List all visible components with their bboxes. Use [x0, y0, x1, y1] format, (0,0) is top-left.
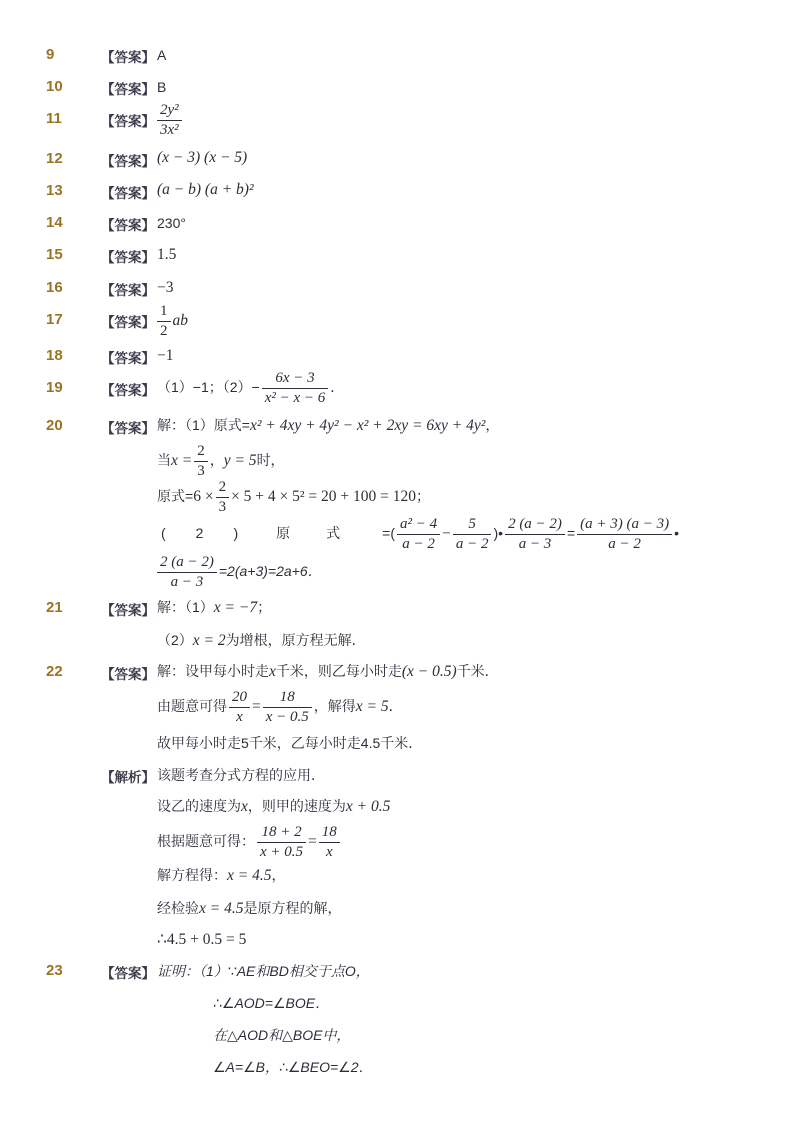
question-number: 10	[46, 78, 63, 95]
analysis-line: 根据题意可得： $\frac{18 + 2}{x + 0.5}$ = $\frac{18}{x}$	[157, 823, 342, 862]
proof-line: ∴∠AOD=∠BOE．	[213, 995, 330, 1011]
answer-tag: 【答案】	[101, 421, 155, 436]
answer-math: (a − b) (a + b)²	[157, 181, 254, 198]
answer-fraction: $\frac{\text{2y²}}{\text{3x²}}$	[155, 101, 184, 140]
solution-line: 解：（1）x = −7；	[157, 599, 272, 616]
solution-line: $\frac{2 (a - 2)}{a - 3}$ =2(a+3)=2a+6．	[155, 553, 322, 592]
proof-line: 证明：（1）∵AE和BD相交于点O，	[157, 963, 370, 979]
answer-tag: 【答案】	[101, 966, 155, 981]
proof-line: 在△AOD和△BOE中，	[213, 1027, 351, 1043]
question-number: 9	[46, 46, 55, 63]
answer-tag: 【答案】	[101, 603, 155, 618]
analysis-line: 解方程得：x = 4.5，	[157, 867, 286, 884]
solution-line: 原式=6 × $\frac{2}{3}$ × 5 + 4 × 5² = 20 + 100 = 120；	[157, 479, 431, 515]
solution-line: 解：设甲每小时走x千米，则乙每小时走(x − 0.5)千米．	[157, 663, 499, 680]
answer-tag: 【答案】	[101, 114, 155, 129]
question-number: 22	[46, 663, 63, 680]
answer-tag: 【答案】	[101, 154, 155, 169]
question-number: 23	[46, 962, 63, 979]
answer-math: −3	[157, 279, 174, 296]
answer-tag: 【答案】	[101, 218, 155, 233]
question-number: 20	[46, 417, 63, 434]
proof-line: ∠A=∠B，∴∠BEO=∠2．	[213, 1059, 373, 1075]
solution-line: 解：（1）原式=x² + 4xy + 4y² − x² + 2xy = 6xy + 4y²，	[157, 417, 500, 434]
solution-line: ( 2 ) 原 式 =( $\frac{\text{a² − 4}}{a - 2}$ − $\frac{5}{a - 2}$ )• $\frac{2 (a - 2)}{a - 3}$ = $\frac{(a + 3) (a - 3)}{a - 2}$ •	[161, 516, 680, 552]
answer-tag: 【答案】	[101, 667, 155, 682]
answer-tag: 【答案】	[101, 351, 155, 366]
analysis-line: ∴4.5 + 0.5 = 5	[157, 931, 247, 948]
answer-text: B	[157, 79, 167, 95]
question-number: 19	[46, 379, 63, 396]
question-number: 15	[46, 246, 63, 263]
answer-text: 230°	[157, 215, 186, 231]
analysis-line: 经检验x = 4.5是原方程的解，	[157, 900, 342, 917]
answer-fraction: $\frac{1}{2}$ ab	[155, 302, 188, 341]
solution-line: （2）x = 2为增根，原方程无解．	[157, 632, 366, 649]
answer-tag: 【答案】	[101, 283, 155, 298]
answer-tag: 【答案】	[101, 82, 155, 97]
answer-math: (x − 3) (x − 5)	[157, 149, 248, 166]
solution-line: 由题意可得 $\frac{20}{x}$ = $\frac{18}{x - 0.5}$ ，解得x = 5．	[157, 689, 403, 725]
question-number: 11	[46, 110, 62, 127]
analysis-tag: 【解析】	[101, 770, 155, 785]
question-number: 16	[46, 279, 63, 296]
answer-tag: 【答案】	[101, 186, 155, 201]
answer-math: 1.5	[157, 246, 177, 263]
question-number: 17	[46, 311, 63, 328]
question-number: 21	[46, 599, 63, 616]
analysis-line: 设乙的速度为x，则甲的速度为x + 0.5	[157, 798, 391, 815]
question-number: 12	[46, 150, 63, 167]
answer-text: A	[157, 47, 167, 63]
answer-tag: 【答案】	[101, 315, 155, 330]
answer-tag: 【答案】	[101, 50, 155, 65]
answer-tag: 【答案】	[101, 250, 155, 265]
solution-line: 当x = $\frac{2}{3}$ ，y = 5时，	[157, 443, 285, 479]
analysis-line: 该题考查分式方程的应用．	[157, 767, 325, 783]
answer-tag: 【答案】	[101, 383, 155, 398]
question-number: 13	[46, 182, 63, 199]
answer-text: （1）−1；（2）− $\frac{6x - 3}{\text{x² − x − 6}}$ ．	[157, 370, 345, 406]
answer-math: −1	[157, 347, 174, 364]
question-number: 18	[46, 347, 63, 364]
question-number: 14	[46, 214, 63, 231]
solution-line: 故甲每小时走5千米，乙每小时走4.5千米．	[157, 735, 423, 751]
